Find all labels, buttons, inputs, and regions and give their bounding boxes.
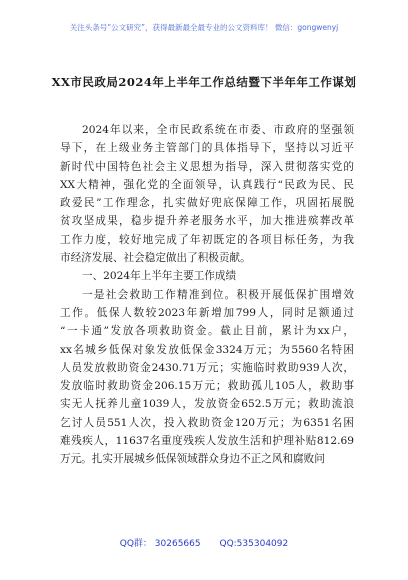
text-line: 难残疾人，11637名重度残疾人发放生活和护理补贴812.69 bbox=[60, 435, 354, 448]
text-line: 政爱民”工作理念，扎实做好兜底保障工作，巩固拓展脱 bbox=[60, 197, 354, 210]
text-line: “一卡通”发放各项救助资金。截止目前，累计为xx户， bbox=[60, 325, 354, 338]
text-line: XX大精神，强化党的全面领导，认真践行“民政为民、民 bbox=[60, 178, 354, 191]
text-line: 导下，在上级业务主管部门的具体指导下，坚持以习近平 bbox=[60, 142, 354, 155]
text-line: 发放临时救助资金206.15万元；救助孤儿105人，救助事 bbox=[60, 380, 354, 393]
text-line: 贫攻坚成果，稳步提升养老服务水平，加大推进殡葬改革 bbox=[60, 215, 354, 228]
text-line: 乞讨人员551人次，投入救助资金120万元；为6351名困 bbox=[60, 416, 354, 429]
text-line: 一是社会救助工作精准到位。积极开展低保扩围增效 bbox=[82, 288, 354, 301]
text-line: 市经济发展、社会稳定做出了积极贡献。 bbox=[60, 252, 251, 265]
footer-contact bbox=[0, 536, 408, 549]
text-line: 实无人抚养儿童1039人，发放资金652.5万元；救助流浪 bbox=[60, 398, 354, 411]
text-line: 工作。低保人数较2023年新增加799人，同时足额通过 bbox=[60, 306, 354, 319]
text-line: 新时代中国特色社会主义思想为指导，深入贯彻落实党的 bbox=[60, 160, 354, 173]
text-line: 一、2024年上半年主要工作成绩 bbox=[82, 270, 237, 283]
text-line: 万元。扎实开展城乡低保领域群众身边不正之风和腐败问 bbox=[60, 453, 325, 466]
paragraph bbox=[60, 286, 354, 469]
paragraph bbox=[60, 267, 354, 285]
footer-qq-number: QQ:535304092 bbox=[219, 539, 289, 549]
footer-qq-group: QQ群： 30265665 bbox=[119, 539, 201, 549]
text-line: 人员发放救助资金2430.71万元；实施临时救助939人次， bbox=[60, 361, 354, 374]
paragraph bbox=[60, 121, 354, 267]
document-title: XX市民政局2024年上半年工作总结暨下半年年工作谋划 bbox=[51, 75, 357, 89]
text-line: 工作力度，较好地完成了年初既定的各项目标任务，为我 bbox=[60, 233, 354, 246]
text-line: 2024年以来，全市民政系统在市委、市政府的坚强领 bbox=[82, 124, 354, 136]
text-line: xx名城乡低保对象发放低保金3324万元；为5560名特困 bbox=[60, 343, 354, 356]
document-body bbox=[60, 121, 354, 469]
header-banner: 关注头条号“公文研究”，获得最新最全最专业的公文资料库！ 微信：gongwenyj bbox=[69, 23, 339, 32]
